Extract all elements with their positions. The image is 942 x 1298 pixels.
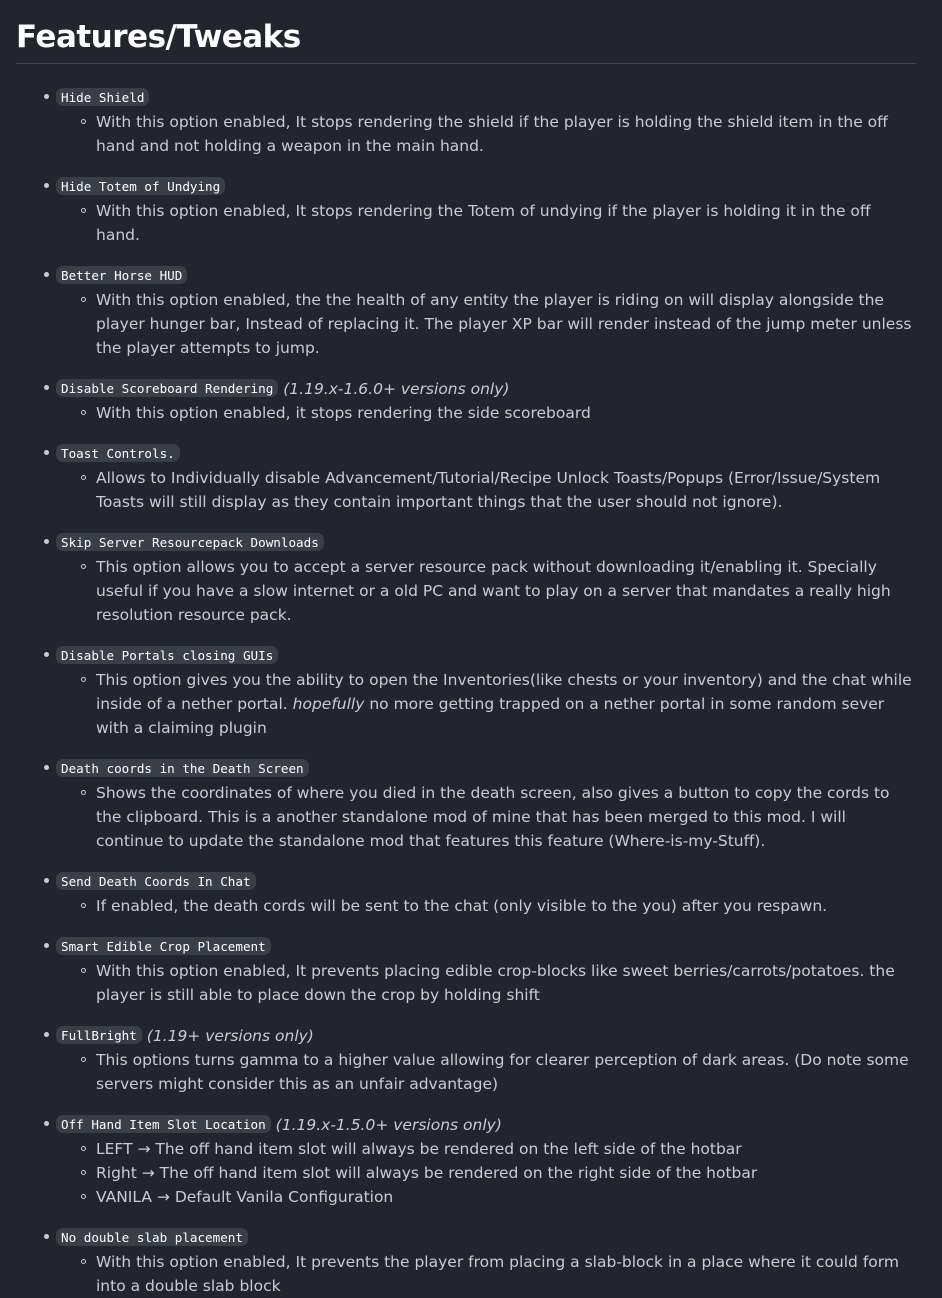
description-text: This option allows you to accept a server resource pack without downloading it/enabling it. Specially useful if you have a slow internet or a old PC and want to play on a server that mandates a really high resolution resource pack.	[96, 558, 891, 624]
feature-description	[56, 668, 916, 740]
feature-code-label: Skip Server Resourcepack Downloads	[56, 533, 324, 551]
feature-item	[16, 870, 916, 918]
feature-description	[56, 1048, 916, 1096]
feature-description-list	[56, 1048, 916, 1096]
feature-code-label: Disable Scoreboard Rendering	[56, 379, 278, 397]
feature-description	[56, 1185, 916, 1209]
feature-code-label: Hide Shield	[56, 88, 149, 106]
feature-heading	[56, 870, 916, 894]
feature-description-list	[56, 110, 916, 158]
feature-code-label: Hide Totem of Undying	[56, 177, 225, 195]
feature-description-list	[56, 894, 916, 918]
feature-heading	[56, 531, 916, 555]
feature-code-label: Better Horse HUD	[56, 266, 187, 284]
description-text: VANILA → Default Vanila Configuration	[96, 1188, 394, 1206]
feature-description-list	[56, 288, 916, 360]
feature-description	[56, 1161, 916, 1185]
feature-description-list	[56, 199, 916, 247]
description-text: With this option enabled, It stops rendering the shield if the player is holding the shield item in the off hand and not holding a weapon in the main hand.	[96, 113, 888, 155]
description-text: With this option enabled, the the health of any entity the player is riding on will display alongside the player hunger bar, Instead of replacing it. The player XP bar will render instead of the jump meter unless the player attempts to jump.	[96, 291, 912, 357]
feature-description	[56, 959, 916, 1007]
feature-description	[56, 466, 916, 514]
feature-description-list	[56, 466, 916, 514]
feature-heading	[56, 175, 916, 199]
description-text: no more getting trapped on a nether portal in some random sever with a claiming plugin	[96, 695, 885, 737]
feature-item	[16, 377, 916, 425]
feature-item	[16, 442, 916, 514]
feature-code-label: Death coords in the Death Screen	[56, 759, 309, 777]
description-text: With this option enabled, It stops rendering the Totem of undying if the player is holding it in the off hand.	[96, 202, 871, 244]
description-text: Allows to Individually disable Advancement/Tutorial/Recipe Unlock Toasts/Popups (Error/Issue/System Toasts will still display as they contain important things that the user should not ignore).	[96, 469, 881, 511]
feature-item	[16, 86, 916, 158]
feature-heading	[56, 442, 916, 466]
feature-heading	[56, 264, 916, 288]
description-text: This options turns gamma to a higher value allowing for clearer perception of dark areas. (Do note some servers might consider this as an unfair advantage)	[96, 1051, 909, 1093]
feature-description-list	[56, 781, 916, 853]
feature-description	[56, 1137, 916, 1161]
feature-heading	[56, 377, 916, 401]
description-text: Shows the coordinates of where you died in the death screen, also gives a button to copy the cords to the clipboard. This is a another standalone mod of mine that has been merged to this mod. I will continue to update the standalone mod that features this feature (Where-is-my-Stuff).	[96, 784, 890, 850]
version-note: (1.19.x-1.6.0+ versions only)	[283, 380, 510, 398]
feature-description	[56, 110, 916, 158]
description-text: With this option enabled, It prevents the player from placing a slab-block in a place where it could form into a double slab block	[96, 1253, 899, 1295]
feature-item	[16, 1113, 916, 1209]
description-text: If enabled, the death cords will be sent to the chat (only visible to the you) after you respawn.	[96, 897, 828, 915]
feature-description-list	[56, 1250, 916, 1298]
feature-code-label: Disable Portals closing GUIs	[56, 646, 278, 664]
description-text: LEFT → The off hand item slot will always be rendered on the left side of the hotbar	[96, 1140, 742, 1158]
feature-code-label: Send Death Coords In Chat	[56, 872, 256, 890]
feature-item	[16, 935, 916, 1007]
feature-item	[16, 757, 916, 853]
feature-description	[56, 781, 916, 853]
feature-code-label: Smart Edible Crop Placement	[56, 937, 271, 955]
feature-heading	[56, 935, 916, 959]
feature-description	[56, 1250, 916, 1298]
feature-item	[16, 1024, 916, 1096]
page-title: Features/Tweaks	[16, 16, 916, 64]
feature-heading	[56, 644, 916, 668]
feature-description-list	[56, 668, 916, 740]
feature-description-list	[56, 401, 916, 425]
emphasis-text: hopefully	[292, 695, 365, 713]
feature-heading	[56, 86, 916, 110]
feature-description	[56, 555, 916, 627]
feature-description-list	[56, 959, 916, 1007]
feature-description-list	[56, 555, 916, 627]
feature-code-label: FullBright	[56, 1026, 142, 1044]
feature-item	[16, 531, 916, 627]
feature-item	[16, 644, 916, 740]
feature-heading	[56, 1024, 916, 1048]
feature-code-label: Off Hand Item Slot Location	[56, 1115, 271, 1133]
feature-description-list	[56, 1137, 916, 1209]
feature-code-label: No double slab placement	[56, 1228, 248, 1246]
description-text: Right → The off hand item slot will always be rendered on the right side of the hotbar	[96, 1164, 758, 1182]
description-text: With this option enabled, It prevents placing edible crop-blocks like sweet berries/carrots/potatoes. the player is still able to place down the crop by holding shift	[96, 962, 895, 1004]
description-text: This option gives you the ability to open the Inventories(like chests or your inventory) and the chat while inside of a nether portal.	[96, 671, 912, 713]
feature-list	[16, 86, 916, 1298]
feature-heading	[56, 1113, 916, 1137]
description-text: With this option enabled, it stops rendering the side scoreboard	[96, 404, 591, 422]
feature-description	[56, 401, 916, 425]
feature-heading	[56, 1226, 916, 1250]
feature-description	[56, 288, 916, 360]
feature-item	[16, 1226, 916, 1298]
feature-heading	[56, 757, 916, 781]
feature-description	[56, 199, 916, 247]
version-note: (1.19+ versions only)	[146, 1027, 314, 1045]
feature-description	[56, 894, 916, 918]
feature-item	[16, 264, 916, 360]
feature-item	[16, 175, 916, 247]
feature-code-label: Toast Controls.	[56, 444, 180, 462]
version-note: (1.19.x-1.5.0+ versions only)	[275, 1116, 502, 1134]
